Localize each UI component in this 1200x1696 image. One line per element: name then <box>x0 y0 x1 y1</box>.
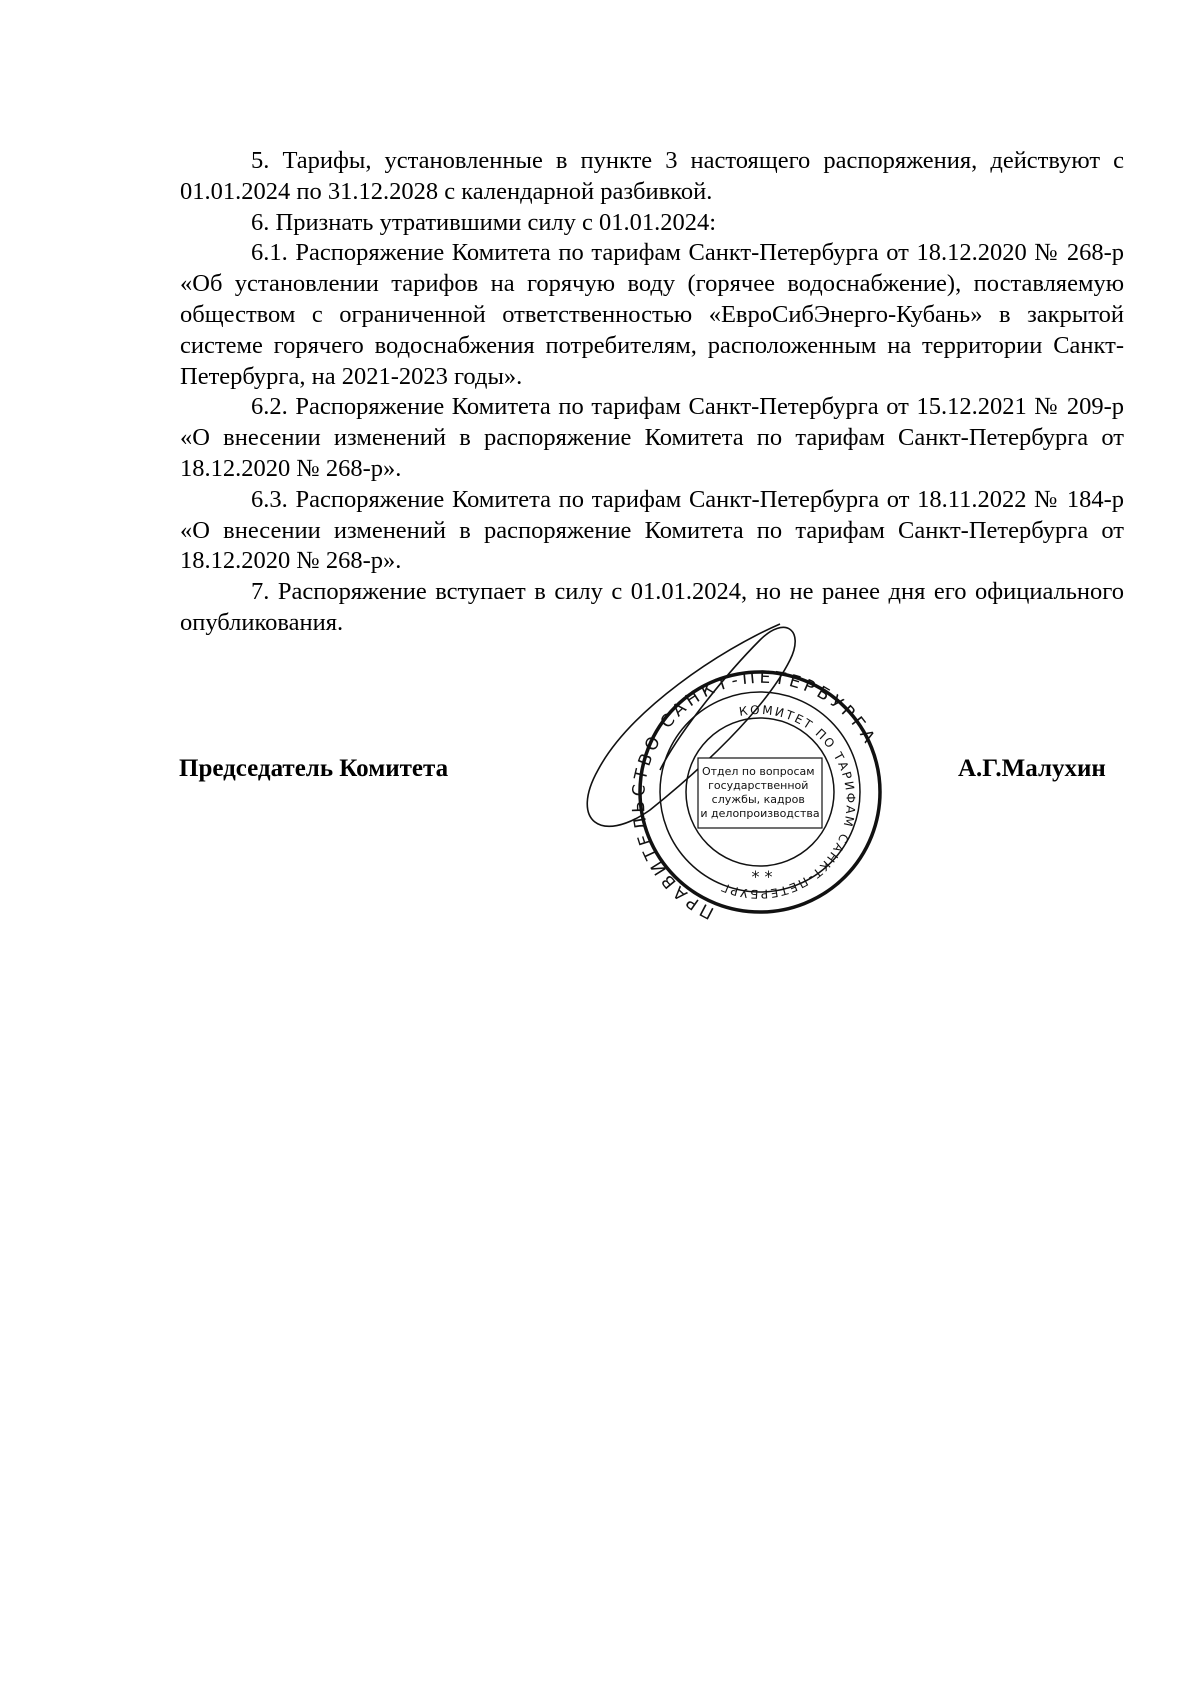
stamp-middle-text: КОМИТЕТ ПО ТАРИФАМ САНКТ-ПЕТЕРБУРГА <box>584 609 858 902</box>
signatory-name: А.Г.Малухин <box>958 755 1106 782</box>
paragraph-5: 5. Тарифы, установленные в пункте 3 настоящего распоряжения, действуют с 01.01.2024 по 31.12.2028 с календарной разбивкой. <box>180 147 1124 205</box>
signatory-position: Председатель Комитета <box>179 755 449 782</box>
paragraph-6-2: 6.2. Распоряжение Комитета по тарифам Санкт-Петербурга от 15.12.2021 № 209-р «О внесении изменений в распоряжение Комитета по тарифам Санкт-Петербурга от 18.12.2020 № 268-р». <box>180 393 1124 482</box>
document-body <box>180 146 1124 639</box>
official-stamp <box>584 609 890 960</box>
paragraph-6: 6. Признать утратившими силу с 01.01.2024: <box>251 208 717 236</box>
stamp-svg <box>584 609 890 960</box>
stamp-outer-text: ПРАВИТЕЛЬСТВО САНКТ-ПЕТЕРБУРГА <box>628 667 881 923</box>
paragraph-6-1: 6.1. Распоряжение Комитета по тарифам Санкт-Петербурга от 18.12.2020 № 268-р «Об установлении тарифов на горячую воду (горячее водоснабжение), поставляемую обществом с ограниченной ответственностью «ЕвроСибЭнерго-Кубань» в закрытой системе горячего водоснабжения потребителям, расположенным на территории Санкт-Петербурга, на 2021-2023 годы». <box>180 239 1124 390</box>
paragraph-7: 7. Распоряжение вступает в силу с 01.01.2024, но не ранее дня его официального опубликования. <box>180 578 1124 636</box>
stamp-stars: * * <box>751 867 773 886</box>
stamp-inner-text: Отдел по вопросам государственной службы, кадров и делопроизводства <box>700 765 820 820</box>
paragraph-6-3: 6.3. Распоряжение Комитета по тарифам Санкт-Петербурга от 18.11.2022 № 184-р «О внесении изменений в распоряжение Комитета по тарифам Санкт-Петербурга от 18.12.2020 № 268-р». <box>180 485 1124 575</box>
